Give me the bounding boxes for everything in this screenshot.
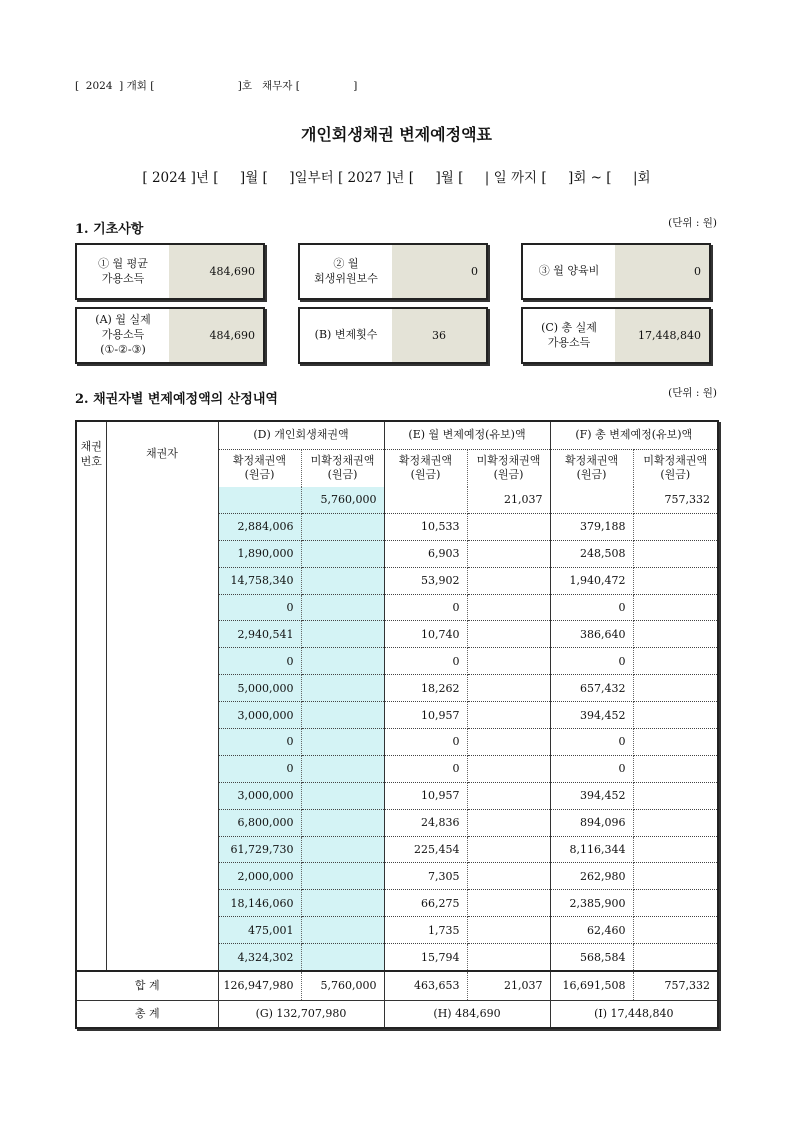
- cell-d-unconfirmed: [301, 863, 384, 890]
- cell-f-unconfirmed: [633, 890, 718, 917]
- col-header-f-unconfirmed: 미확정채권액 (원금): [643, 453, 708, 482]
- cell-d-confirmed: [218, 487, 301, 513]
- cell-d-confirmed: 2,884,006: [218, 513, 301, 540]
- cell-f-confirmed: 568,584: [550, 944, 633, 971]
- cell-f-confirmed: 394,452: [550, 782, 633, 809]
- cell-e-confirmed: 10,957: [384, 702, 467, 729]
- cell-e-unconfirmed: [467, 702, 550, 729]
- total-actual-income-box: [521, 307, 711, 364]
- cell-d-unconfirmed: [301, 675, 384, 702]
- col-header-e: (E) 월 변제예정(유보)액: [384, 421, 550, 449]
- cell-d-confirmed: 18,146,060: [218, 890, 301, 917]
- monthly-actual-income-box: [75, 307, 265, 364]
- cell-e-unconfirmed: [467, 567, 550, 594]
- cell-e-confirmed: 10,957: [384, 782, 467, 809]
- cell-d-unconfirmed: [301, 594, 384, 621]
- cell-f-unconfirmed: [633, 567, 718, 594]
- monthly-avg-income-value: 484,690: [169, 245, 263, 298]
- cell-e-unconfirmed: [467, 594, 550, 621]
- cell-e-confirmed: [384, 487, 467, 513]
- cell-e-unconfirmed: [467, 648, 550, 675]
- cell-e-confirmed: 0: [384, 755, 467, 782]
- cell-e-unconfirmed: [467, 540, 550, 567]
- cell-d-unconfirmed: [301, 755, 384, 782]
- col-header-no: 채권 번호: [76, 421, 106, 487]
- cell-d-unconfirmed: [301, 782, 384, 809]
- cell-f-confirmed: 894,096: [550, 809, 633, 836]
- cell-d-unconfirmed: [301, 836, 384, 863]
- cell-f-unconfirmed: 757,332: [633, 487, 718, 513]
- table-row: [76, 487, 718, 513]
- subtotal-d-confirmed: 126,947,980: [218, 971, 301, 1000]
- cell-e-confirmed: 6,903: [384, 540, 467, 567]
- cell-d-confirmed: 1,890,000: [218, 540, 301, 567]
- cell-f-confirmed: 8,116,344: [550, 836, 633, 863]
- col-header-d-unconfirmed: 미확정채권액 (원금): [301, 449, 384, 487]
- monthly-avg-income-label: ① 월 평균 가용소득: [98, 256, 148, 285]
- col-header-f-confirmed: 확정채권액 (원금): [550, 449, 633, 487]
- cell-e-confirmed: 0: [384, 729, 467, 756]
- grand-total-h: (H) 484,690: [384, 1000, 550, 1028]
- monthly-avg-income-box: [75, 243, 265, 300]
- cell-e-confirmed: 1,735: [384, 917, 467, 944]
- cell-d-confirmed: 0: [218, 648, 301, 675]
- cell-f-confirmed: 379,188: [550, 513, 633, 540]
- cell-f-unconfirmed: [633, 513, 718, 540]
- cell-f-unconfirmed: [633, 863, 718, 890]
- cell-d-confirmed: 4,324,302: [218, 944, 301, 971]
- cell-e-confirmed: 0: [384, 648, 467, 675]
- cell-e-unconfirmed: 21,037: [467, 487, 550, 513]
- cell-f-confirmed: 657,432: [550, 675, 633, 702]
- cell-d-unconfirmed: [301, 917, 384, 944]
- total-actual-income-value: 17,448,840: [615, 309, 709, 362]
- cell-e-unconfirmed: [467, 621, 550, 648]
- section2-unit: (단위 : 원): [668, 387, 717, 399]
- cell-d-unconfirmed: [301, 648, 384, 675]
- cell-e-confirmed: 10,533: [384, 513, 467, 540]
- cell-e-confirmed: 66,275: [384, 890, 467, 917]
- child-support-label: ③ 월 양육비: [538, 264, 600, 278]
- cell-e-confirmed: 18,262: [384, 675, 467, 702]
- cell-f-unconfirmed: [633, 594, 718, 621]
- repayment-count-value: 36: [392, 309, 486, 362]
- cell-f-confirmed: 0: [550, 648, 633, 675]
- cell-e-unconfirmed: [467, 890, 550, 917]
- cell-f-unconfirmed: [633, 675, 718, 702]
- cell-f-confirmed: 0: [550, 594, 633, 621]
- cell-f-unconfirmed: [633, 782, 718, 809]
- repayment-period: [ 2024 ]년 [ ]월 [ ]일부터 [ 2027 ]년 [ ]월 [ | 일 까지 [ ]회 ~ [ |회: [142, 170, 651, 186]
- subtotal-e-confirmed: 463,653: [384, 971, 467, 1000]
- cell-d-confirmed: 3,000,000: [218, 782, 301, 809]
- cell-f-confirmed: 386,640: [550, 621, 633, 648]
- subtotal-f-unconfirmed: 757,332: [633, 971, 718, 1000]
- col-header-d-confirmed: 확정채권액 (원금): [218, 449, 301, 487]
- cell-d-unconfirmed: [301, 890, 384, 917]
- cell-f-confirmed: 262,980: [550, 863, 633, 890]
- cell-f-unconfirmed: [633, 944, 718, 971]
- cell-d-unconfirmed: [301, 567, 384, 594]
- cell-d-confirmed: 0: [218, 594, 301, 621]
- cell-d-confirmed: 61,729,730: [218, 836, 301, 863]
- cell-f-confirmed: 0: [550, 755, 633, 782]
- section1-title: 1. 기초사항: [75, 222, 144, 237]
- col-header-f: (F) 총 변제예정(유보)액: [550, 421, 718, 449]
- child-support-box: [521, 243, 711, 300]
- cell-f-unconfirmed: [633, 540, 718, 567]
- trustee-fee-value: 0: [392, 245, 486, 298]
- cell-e-unconfirmed: [467, 944, 550, 971]
- grand-total-label: 총 계: [76, 1000, 218, 1028]
- cell-f-unconfirmed: [633, 702, 718, 729]
- cell-f-unconfirmed: [633, 729, 718, 756]
- cell-e-unconfirmed: [467, 917, 550, 944]
- subtotal-label: 합 계: [76, 971, 218, 1000]
- subtotal-e-unconfirmed: 21,037: [467, 971, 550, 1000]
- cell-e-confirmed: 0: [384, 594, 467, 621]
- col-header-d: (D) 개인회생채권액: [218, 421, 384, 449]
- cell-e-confirmed: 24,836: [384, 809, 467, 836]
- repayment-count-box: [298, 307, 488, 364]
- cell-f-unconfirmed: [633, 836, 718, 863]
- cell-d-unconfirmed: [301, 621, 384, 648]
- cell-f-unconfirmed: [633, 809, 718, 836]
- cell-d-unconfirmed: [301, 729, 384, 756]
- cell-e-confirmed: 225,454: [384, 836, 467, 863]
- cell-f-unconfirmed: [633, 648, 718, 675]
- cell-d-unconfirmed: [301, 702, 384, 729]
- cell-d-confirmed: 5,000,000: [218, 675, 301, 702]
- cell-e-unconfirmed: [467, 729, 550, 756]
- cell-d-unconfirmed: [301, 809, 384, 836]
- cell-f-confirmed: 0: [550, 729, 633, 756]
- creditor-name-cell: [106, 487, 218, 971]
- cell-d-unconfirmed: 5,760,000: [301, 487, 384, 513]
- grand-total-g: (G) 132,707,980: [218, 1000, 384, 1028]
- cell-d-unconfirmed: [301, 513, 384, 540]
- cell-e-unconfirmed: [467, 513, 550, 540]
- section2-title: 2. 채권자별 변제예정액의 산정내역: [75, 392, 278, 407]
- cell-e-unconfirmed: [467, 863, 550, 890]
- cell-e-unconfirmed: [467, 782, 550, 809]
- cell-e-confirmed: 7,305: [384, 863, 467, 890]
- page-title: 개인회생채권 변제예정액표: [300, 125, 493, 144]
- cell-f-confirmed: 394,452: [550, 702, 633, 729]
- section1-unit: (단위 : 원): [668, 217, 717, 229]
- cell-d-unconfirmed: [301, 944, 384, 971]
- cell-f-unconfirmed: [633, 917, 718, 944]
- cell-e-unconfirmed: [467, 755, 550, 782]
- total-actual-income-label: (C) 총 실제 가용소득: [541, 320, 597, 349]
- cell-e-confirmed: 53,902: [384, 567, 467, 594]
- cell-f-unconfirmed: [633, 755, 718, 782]
- col-header-e-unconfirmed: 미확정채권액 (원금): [467, 449, 550, 487]
- cell-f-confirmed: 62,460: [550, 917, 633, 944]
- case-header: [ 2024 ] 개회 [ ]호 채무자 [ ]: [75, 80, 358, 92]
- grand-total-i: (I) 17,448,840: [594, 1006, 674, 1020]
- cell-f-unconfirmed: [633, 621, 718, 648]
- cell-d-confirmed: 2,940,541: [218, 621, 301, 648]
- trustee-fee-box: [298, 243, 488, 300]
- cell-e-unconfirmed: [467, 675, 550, 702]
- cell-d-confirmed: 475,001: [218, 917, 301, 944]
- col-header-creditor: 채권자: [106, 421, 218, 487]
- cell-e-confirmed: 15,794: [384, 944, 467, 971]
- cell-d-confirmed: 3,000,000: [218, 702, 301, 729]
- cell-d-confirmed: 6,800,000: [218, 809, 301, 836]
- cell-e-unconfirmed: [467, 836, 550, 863]
- col-header-e-confirmed: 확정채권액 (원금): [384, 449, 467, 487]
- cell-e-confirmed: 10,740: [384, 621, 467, 648]
- subtotal-d-unconfirmed: 5,760,000: [301, 971, 384, 1000]
- cell-e-unconfirmed: [467, 809, 550, 836]
- cell-d-confirmed: 2,000,000: [218, 863, 301, 890]
- cell-f-confirmed: 2,385,900: [550, 890, 633, 917]
- repayment-table: [75, 420, 719, 1029]
- cell-f-confirmed: 1,940,472: [550, 567, 633, 594]
- cell-f-confirmed: [550, 487, 633, 513]
- cell-f-confirmed: 248,508: [550, 540, 633, 567]
- cell-d-confirmed: 0: [218, 755, 301, 782]
- monthly-actual-income-value: 484,690: [169, 309, 263, 362]
- creditor-no-cell: [76, 487, 106, 971]
- child-support-value: 0: [615, 245, 709, 298]
- repayment-count-label: (B) 변제횟수: [314, 328, 378, 342]
- cell-d-unconfirmed: [301, 540, 384, 567]
- cell-d-confirmed: 0: [218, 729, 301, 756]
- trustee-fee-label: ② 월 회생위원보수: [314, 256, 378, 285]
- monthly-actual-income-label: (A) 월 실제 가용소득 (①-②-③): [95, 313, 151, 356]
- subtotal-f-confirmed: 16,691,508: [550, 971, 633, 1000]
- cell-d-confirmed: 14,758,340: [218, 567, 301, 594]
